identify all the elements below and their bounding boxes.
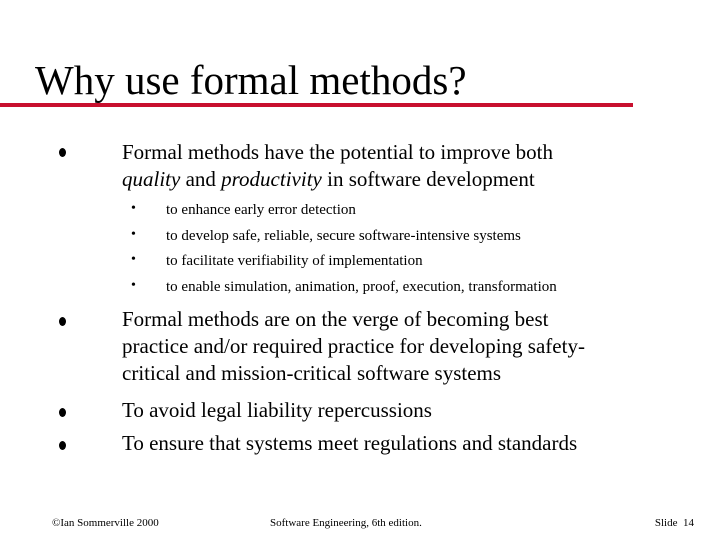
sub-bullet-marker: • [131,227,136,242]
bullet-text-1 [122,139,682,193]
slide-title: Why use formal methods? [35,57,467,103]
emphasis-quality: quality [122,167,181,191]
sub-bullet-text: to enable simulation, animation, proof, execution, transformation [166,279,557,295]
footer-copyright: ©Ian Sommerville 2000 [52,517,159,529]
bullet-line: Formal methods are on the verge of becoming best [122,307,549,331]
sub-bullet-text: to develop safe, reliable, secure software-intensive systems [166,228,521,244]
bullet-line: critical and mission-critical software systems [122,361,502,385]
bullet-text-2 [122,306,682,387]
sub-bullet-text: to facilitate verifiability of implementation [166,253,423,269]
sub-bullet-marker: • [131,278,136,293]
bullet-marker [59,148,66,157]
sub-bullet-marker: • [131,201,136,216]
footer-slide-number: Slide 14 [654,517,694,529]
bullet-marker [59,408,66,417]
title-underline [0,103,633,107]
bullet-marker [59,317,66,326]
emphasis-productivity: productivity [221,167,322,191]
footer-edition: Software Engineering, 6th edition. [270,517,422,529]
bullet-line: practice and/or required practice for developing safety- [122,334,585,358]
sub-bullet-marker: • [131,252,136,267]
bullet-line: To ensure that systems meet regulations and standards [122,431,578,455]
bullet-line: To avoid legal liability repercussions [122,398,432,422]
sub-bullet-text: to enhance early error detection [166,202,356,218]
bullet-text-fragment: in software development [321,167,535,191]
bullet-text-fragment: and [180,167,222,191]
bullet-text-4 [122,430,682,457]
bullet-marker [59,441,66,450]
bullet-text-3 [122,397,682,424]
bullet-line: Formal methods have the potential to improve both [122,140,554,164]
bullet-line [122,166,682,193]
